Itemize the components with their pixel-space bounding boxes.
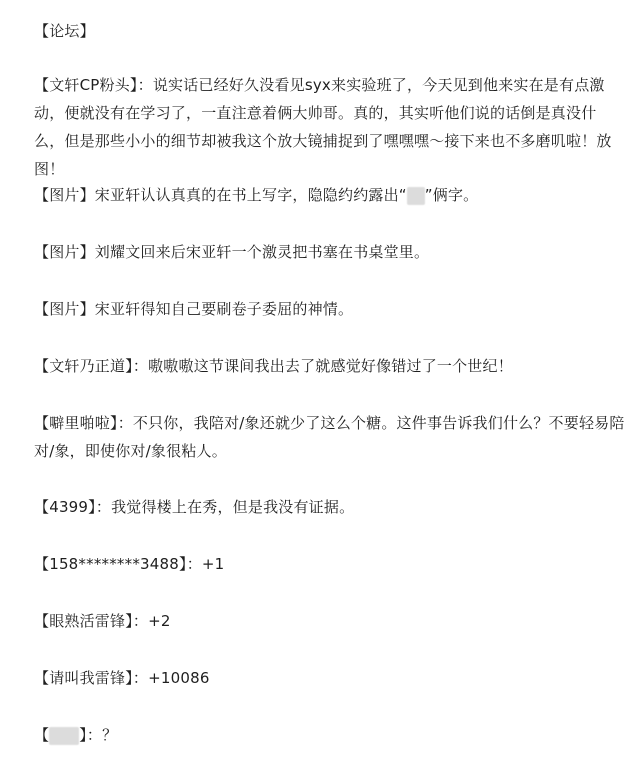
- post-image-sad-face: 【图片】宋亚轩得知自己要刷卷子委屈的神情。: [34, 300, 354, 318]
- post-wenxuan-cp-fan: 【文轩CP粉头】：说实话已经好久没看见syx来实验班了，今天见到他来实在是有点激动，便就没有在学习了，一直注意着俩大帅哥。真的，其实听他们说的话倒是真没什么，但是那些小小的细节却被我这个放大镜捕捉到了嘿嘿嘿～接下来也不多磨叽啦！放图！: [34, 76, 612, 178]
- post-image-hide-book: 【图片】刘耀文回来后宋亚轩一个激灵把书塞在书桌堂里。: [34, 243, 430, 261]
- post-text-after: ”俩字。: [424, 186, 479, 204]
- post-text-after: 】：？: [79, 726, 118, 744]
- post-wenxuan-zhengdao: 【文轩乃正道】：嗷嗷嗷这节课间我出去了就感觉好像错过了一个世纪！: [34, 357, 513, 375]
- post-text-before: 【: [34, 726, 50, 744]
- post-158-user: 【158********3488】：+1: [34, 555, 225, 573]
- post-yanshu-leifeng: 【眼熟活雷锋】：+2: [34, 612, 171, 630]
- post-qingjiao-leifeng: 【请叫我雷锋】：+10086: [34, 669, 210, 687]
- redacted-word: [407, 187, 425, 205]
- post-image-writing: [34, 181, 626, 209]
- post-text-before: 【图片】宋亚轩认认真真的在书上写字，隐隐约约露出“: [34, 186, 407, 204]
- post-pilipala: 【噼里啪啦】：不只你，我陪对/象还就少了这么个糖。这件事告诉我们什么？不要轻易陪对/象，即使你对/象很粘人。: [34, 414, 625, 460]
- forum-header: 【论坛】: [34, 22, 95, 40]
- post-4399: 【4399】：我觉得楼上在秀，但是我没有证据。: [34, 498, 355, 516]
- post-redacted-user: [34, 721, 626, 749]
- redacted-username: [49, 727, 79, 745]
